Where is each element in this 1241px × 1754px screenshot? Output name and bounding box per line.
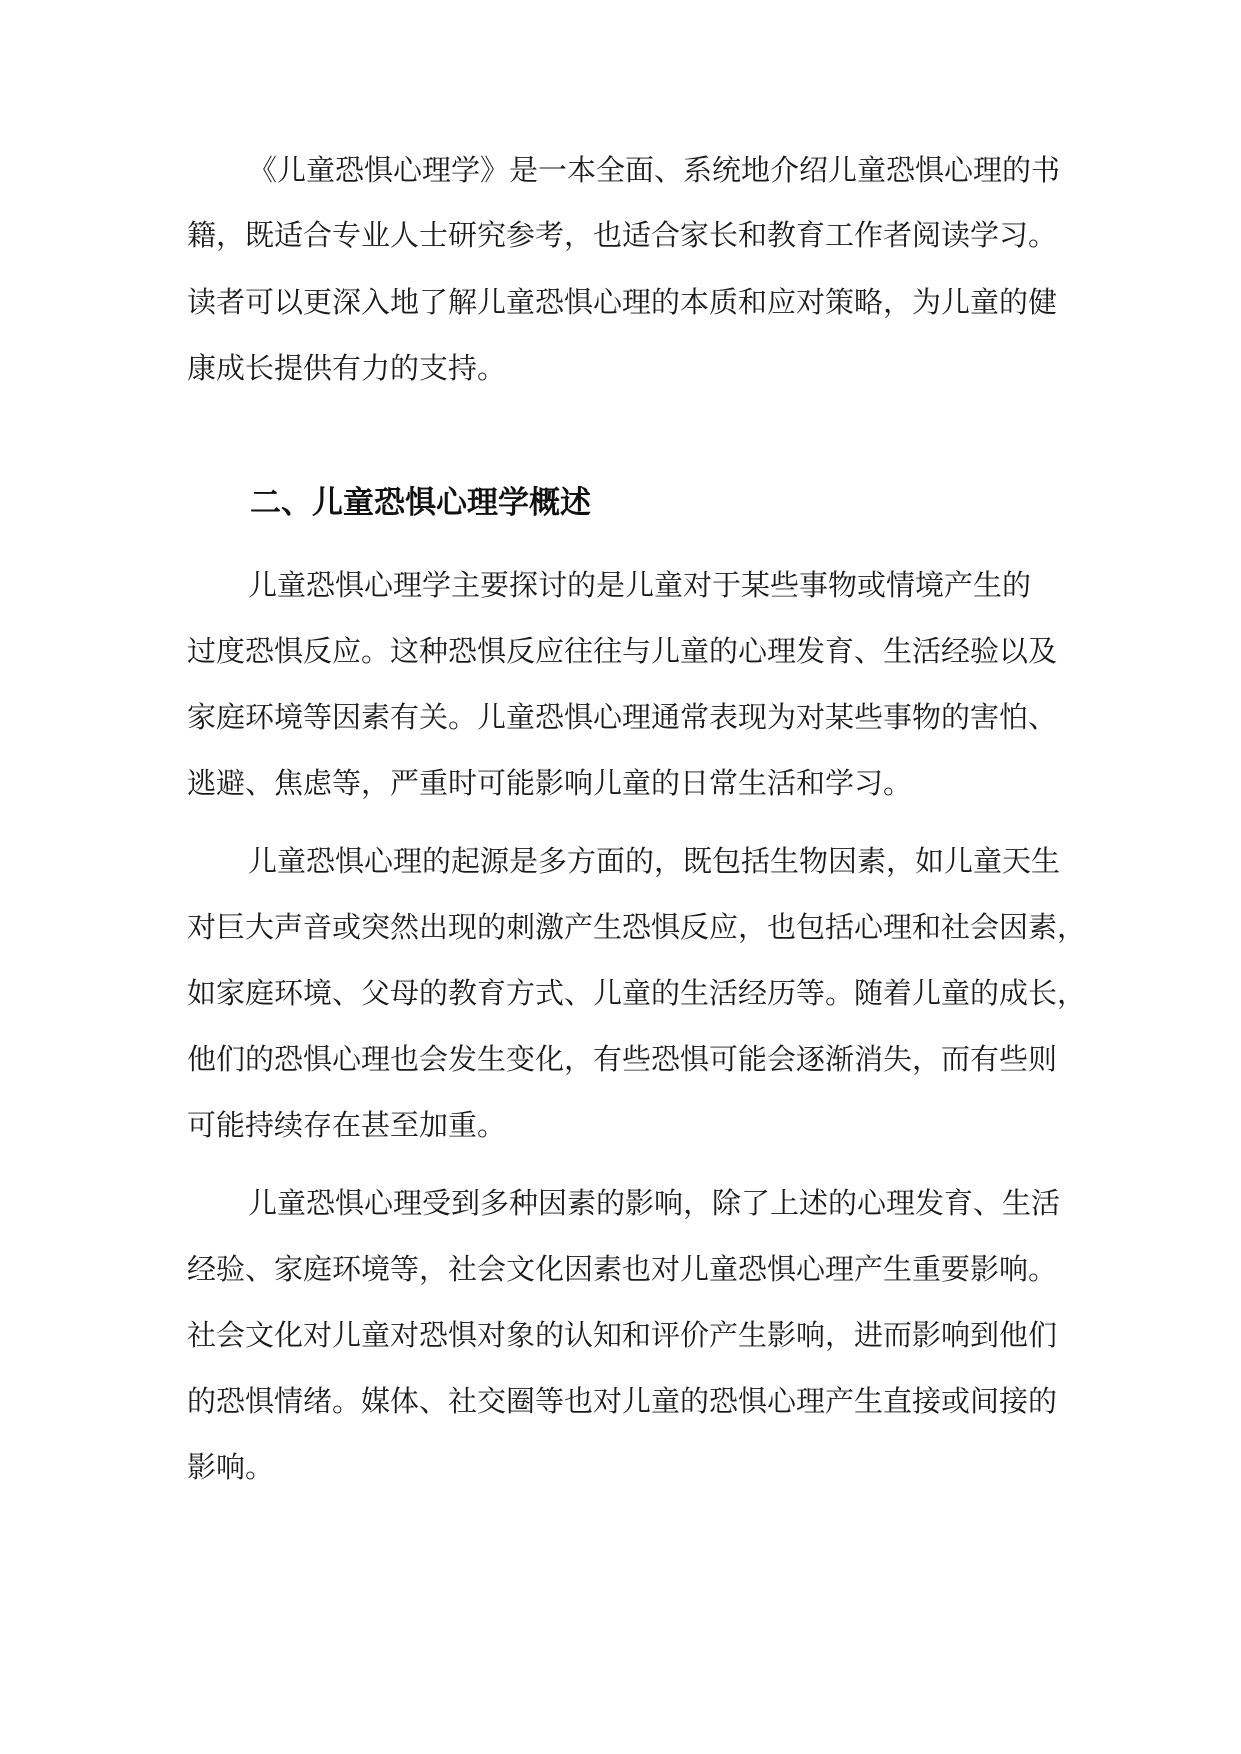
paragraph-line: 可能持续存在甚至加重。 [187, 1108, 507, 1142]
section-heading: 二、儿童恐惧心理学概述 [250, 485, 591, 521]
paragraph-line: 对巨大声音或突然出现的刺激产生恐惧反应，也包括心理和社会因素， [187, 910, 1087, 944]
paragraph-line: 儿童恐惧心理学主要探讨的是儿童对于某些事物或情境产生的 [248, 568, 1032, 602]
paragraph-line: 经验、家庭环境等，社会文化因素也对儿童恐惧心理产生重要影响。 [187, 1252, 1058, 1286]
paragraph-line: 儿童恐惧心理的起源是多方面的，既包括生物因素，如儿童天生 [248, 844, 1061, 878]
paragraph-line: 逃避、焦虑等，严重时可能影响儿童的日常生活和学习。 [187, 766, 913, 800]
paragraph-line: 家庭环境等因素有关。儿童恐惧心理通常表现为对某些事物的害怕、 [187, 700, 1058, 734]
paragraph-line: 如家庭环境、父母的教育方式、儿童的生活经历等。随着儿童的成长， [187, 976, 1087, 1010]
paragraph-line: 社会文化对儿童对恐惧对象的认知和评价产生影响，进而影响到他们 [187, 1318, 1058, 1352]
paragraph-line: 影响。 [187, 1450, 275, 1484]
intro-line: 读者可以更深入地了解儿童恐惧心理的本质和应对策略，为儿童的健 [187, 285, 1058, 319]
intro-line: 康成长提供有力的支持。 [187, 351, 507, 385]
paragraph-line: 儿童恐惧心理受到多种因素的影响，除了上述的心理发育、生活 [248, 1186, 1061, 1220]
intro-line: 《儿童恐惧心理学》是一本全面、系统地介绍儿童恐惧心理的书 [248, 153, 1061, 187]
paragraph-line: 的恐惧情绪。媒体、社交圈等也对儿童的恐惧心理产生直接或间接的 [187, 1384, 1058, 1418]
paragraph-line: 他们的恐惧心理也会发生变化，有些恐惧可能会逐渐消失，而有些则 [187, 1042, 1058, 1076]
intro-line: 籍，既适合专业人士研究参考，也适合家长和教育工作者阅读学习。 [187, 218, 1058, 252]
paragraph-line: 过度恐惧反应。这种恐惧反应往往与儿童的心理发育、生活经验以及 [187, 634, 1058, 668]
